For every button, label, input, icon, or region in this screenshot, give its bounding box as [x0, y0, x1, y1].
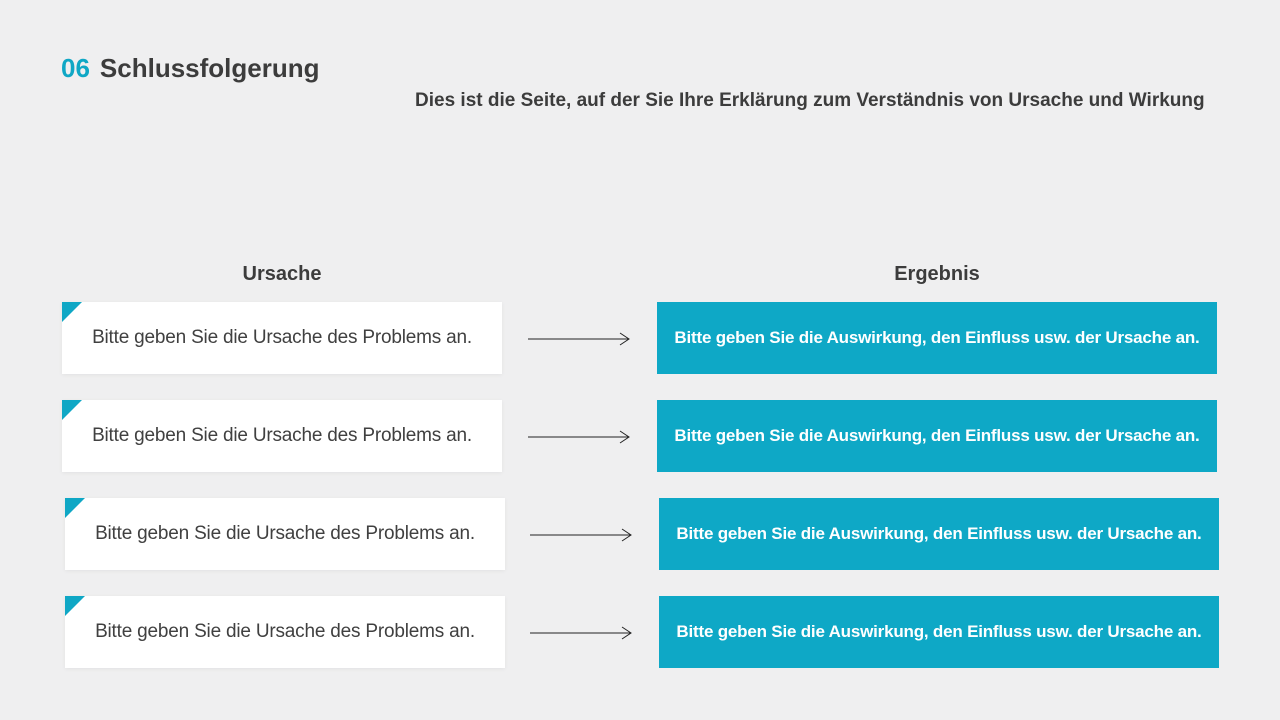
slide-subtitle: Dies ist die Seite, auf der Sie Ihre Erklärung zum Verständnis von Ursache und Wirkung: [415, 90, 1205, 111]
corner-triangle-icon: [65, 596, 85, 616]
cause-box-1[interactable]: [62, 302, 502, 374]
cause-text-2: Bitte geben Sie die Ursache des Problems an.: [92, 425, 472, 446]
arrow-right-icon: [528, 332, 630, 346]
corner-triangle-icon: [65, 498, 85, 518]
result-box-3[interactable]: [659, 498, 1219, 570]
result-text-2: Bitte geben Sie die Auswirkung, den Einfluss usw. der Ursache an.: [674, 426, 1200, 445]
arrow-right-icon: [530, 528, 632, 542]
cause-text-3: Bitte geben Sie die Ursache des Problems an.: [95, 523, 475, 544]
cause-column-heading: Ursache: [242, 263, 322, 285]
cause-box-4[interactable]: [65, 596, 505, 668]
result-box-4[interactable]: [659, 596, 1219, 668]
result-text-3: Bitte geben Sie die Auswirkung, den Einfluss usw. der Ursache an.: [676, 524, 1202, 543]
cause-box-3[interactable]: [65, 498, 505, 570]
section-title: Schlussfolgerung: [99, 53, 320, 83]
result-box-2[interactable]: [657, 400, 1217, 472]
corner-triangle-icon: [62, 400, 82, 420]
arrow-right-icon: [528, 430, 630, 444]
cause-box-2[interactable]: [62, 400, 502, 472]
result-text-4: Bitte geben Sie die Auswirkung, den Einfluss usw. der Ursache an.: [676, 622, 1202, 641]
result-box-1[interactable]: [657, 302, 1217, 374]
corner-triangle-icon: [62, 302, 82, 322]
arrow-right-icon: [530, 626, 632, 640]
cause-text-4: Bitte geben Sie die Ursache des Problems an.: [95, 621, 475, 642]
slide-header: [61, 53, 320, 84]
cause-text-1: Bitte geben Sie die Ursache des Problems an.: [92, 327, 472, 348]
result-column-heading: Ergebnis: [894, 263, 980, 285]
result-text-1: Bitte geben Sie die Auswirkung, den Einfluss usw. der Ursache an.: [674, 328, 1200, 347]
section-number: 06: [61, 53, 90, 83]
